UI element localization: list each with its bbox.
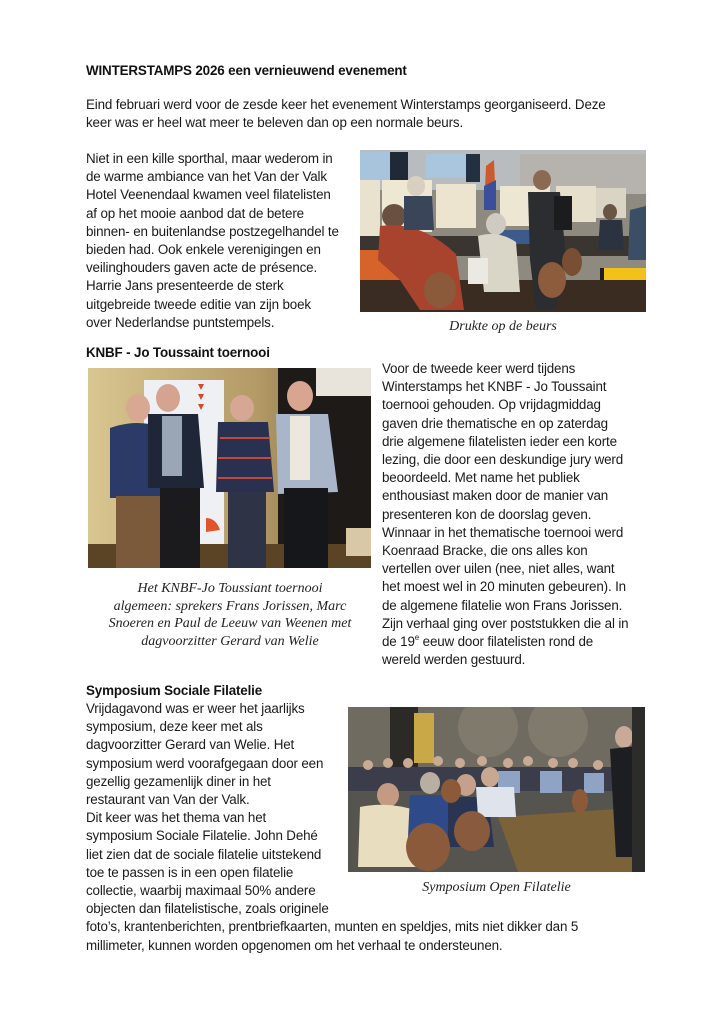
caption-line: dagvoorzitter Gerard van Welie	[141, 633, 319, 649]
text-line: binnen- en buitenlandse postzegelhandel te	[86, 223, 339, 239]
text-line: Koenraad Bracke, die ons alles kon	[382, 543, 588, 559]
text-line: millimeter, kunnen worden opgenomen om het verhaal te ondersteunen.	[86, 937, 503, 953]
text-line: beoordeeld. Met name het publiek	[382, 470, 580, 486]
text-line: lezing, die door een deskundige jury werd	[382, 452, 623, 468]
text-line: veilinghouders gaven acte de présence.	[86, 260, 318, 276]
text-line: presenteren kon de doorslag geven.	[382, 506, 592, 522]
text-line: Vrijdagavond was er weer het jaarlijks	[86, 701, 305, 716]
text-line: gaven drie thematische en op zaterdag	[382, 415, 608, 431]
text-line: keer was er heel wat meer te beleven dan op een normale beurs.	[86, 115, 464, 131]
text-line: het moest wel in 20 minuten gebeuren). In	[382, 579, 626, 595]
caption-line: Het KNBF-Jo Toussiant toernooi	[137, 581, 323, 596]
text-line: uitgebreide tweede editie van zijn boek	[86, 296, 311, 312]
text-line: wereld werden gestuurd.	[382, 652, 526, 668]
text-line: Zijn verhaal ging over poststukken die al in	[382, 615, 629, 631]
text-line: vertellen over uilen (nee, niet alles, want	[382, 561, 615, 577]
text-line: Eind februari werd voor de zesde keer het evenement Winterstamps georganiseerd. Deze	[86, 97, 606, 112]
text-line: Harrie Jans presenteerde de sterk	[86, 278, 284, 294]
text-line: bieden had. Ook enkele verenigingen en	[86, 242, 321, 258]
section2-paragraph	[382, 360, 628, 669]
article-title: WINTERSTAMPS 2026 een vernieuwend evenement	[86, 63, 407, 78]
photo-knbf-speakers-caption	[86, 580, 374, 650]
text-line: toe te passen is in een open filatelie	[86, 864, 294, 880]
text-line: Winterstamps het KNBF - Jo Toussaint	[382, 379, 607, 395]
caption-line: Snoeren en Paul de Leeuw van Weenen met	[108, 616, 352, 631]
text-line: Dit keer was het thema van het	[86, 810, 267, 826]
text-line: symposium werd voorafgegaan door een	[86, 755, 324, 771]
text-line: toernooi gehouden. Op vrijdagmiddag	[382, 397, 601, 413]
text-line: gezellig gezamenlijk diner in het	[86, 773, 271, 789]
century-suffix: eeuw door filatelisten rond de	[419, 634, 594, 650]
text-line: Winnaar in het thematische toernooi werd	[382, 524, 624, 540]
text-line: Niet in een kille sporthal, maar wederom in	[86, 151, 333, 166]
text-line: restaurant van Van der Valk.	[86, 792, 250, 808]
text-line: de algemene filatelie won Frans Jorissen.	[382, 597, 623, 613]
section2-heading: KNBF - Jo Toussaint toernooi	[86, 345, 270, 360]
text-line: Voor de tweede keer werd tijdens	[382, 361, 576, 376]
text-line: liet zien dat de sociale filatelie uitstekend	[86, 846, 322, 862]
text-line: symposium Sociale Filatelie. John Dehé	[86, 828, 318, 844]
text-line: drie algemene filatelisten ieder een korte	[382, 433, 617, 449]
photo-knbf-speakers-image	[88, 368, 371, 568]
photo-symposium-caption: Symposium Open Filatelie	[422, 880, 571, 895]
photo-symposium	[348, 707, 645, 872]
caption-line: algemeen: sprekers Frans Jorissen, Marc	[113, 598, 347, 614]
text-line: enthousiast maken door de manier van	[382, 488, 609, 504]
text-line: over Nederlandse puntstempels.	[86, 314, 275, 330]
century-superscript: e	[414, 633, 420, 643]
photo-knbf-speakers	[88, 368, 371, 568]
text-line: foto’s, krantenberichten, prentbriefkaarten, munten en speldjes, mits niet dikker dan 5	[86, 919, 579, 935]
photo-fair-crowd	[360, 150, 646, 312]
photo-fair-crowd-caption: Drukte op de beurs	[449, 319, 557, 334]
photo-fair-crowd-image	[360, 150, 646, 312]
text-line: af op het mooie aanbod dat de betere	[86, 205, 304, 221]
text-line: objecten dan filatelistische, zoals originele	[86, 901, 329, 917]
text-line-century	[382, 633, 628, 651]
section3-heading: Symposium Sociale Filatelie	[86, 683, 263, 698]
text-line: collectie, waarbij maximaal 50% andere	[86, 883, 316, 899]
text-line: dagvoorzitter Gerard van Welie. Het	[86, 737, 295, 753]
text-line: Hotel Veenendaal kwamen veel filatelisten	[86, 187, 331, 203]
section1-paragraph	[86, 150, 339, 332]
text-line: de warme ambiance van het Van der Valk	[86, 169, 327, 185]
text-line: symposium, deze keer met als	[86, 719, 263, 735]
photo-symposium-image	[348, 707, 645, 872]
century-prefix: de 19	[382, 634, 415, 650]
intro-paragraph	[86, 96, 606, 132]
